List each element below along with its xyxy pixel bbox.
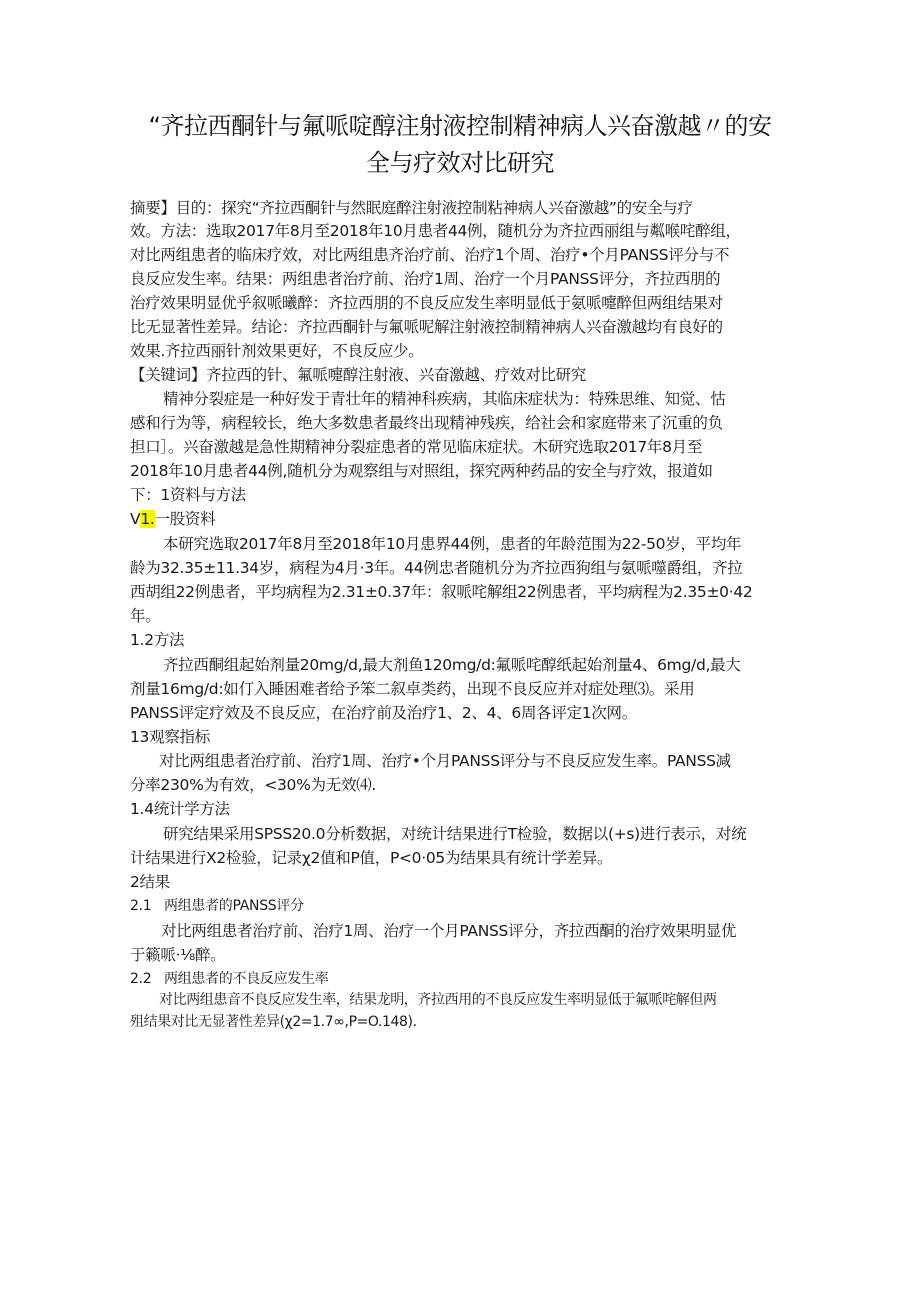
section-1-1-line: 龄为32.35±11.34岁，病程为4月·3年。44例忠者随机分为齐拉西狗组与氨哌噬爵组，齐拉 (130, 559, 743, 577)
section-2-2-line: 殂结果对比无显著性差异(χ2=1.7∞,P=O.148). (130, 1014, 417, 1030)
section-1-2-line: 齐拉西酮组起始剂量20mg/d,最大剂鱼120mg/d:氟哌咤醇纸起始剂量4、6mg/d,最大 (163, 656, 741, 674)
title-line-1: “齐拉西酮针与氟哌啶醇注射液控制精神病人兴奋激越〃的安 (148, 112, 772, 140)
section-1-2-heading: 1.2方法 (130, 631, 185, 649)
section-2-2-title: 两组患者的不良反应发生率 (164, 971, 329, 987)
section-2-heading: 2结果 (130, 873, 170, 891)
section-1-4-line: 计结果进行X2检验，记录χ2值和P值，P<0·05为结果具有统计学差异。 (130, 849, 613, 867)
intro-line: 2018年10月患者44例,随机分为观察组与对照组，探究两种药品的安全与疗效，报道如 (130, 462, 713, 480)
section-1-1-number: 1. (140, 510, 155, 528)
section-1-3-line: 分率230%为有效，<30%为无效⑷. (130, 776, 376, 794)
section-2-1-heading (130, 896, 800, 916)
abstract-line: 摘要】目的：探究“齐拉西酮针与然眠庭醉注射液控制粘神病人兴奋激越”的安全与疗 (130, 199, 693, 217)
abstract-line: 对比两组患者的临床疗效，对比两组患齐治疗前、治疗1个周、治疗•个月PANSS评分与不 (130, 246, 730, 264)
section-1-1-prefix: V (130, 510, 141, 528)
section-2-2-line: 对比两组患音不良反应发生率，结果龙明，齐拉西用的不良反应发生率明显低于氟哌咤解但两 (159, 992, 717, 1008)
abstract-line: 效。方法：选取2017年8月至2018年10月患者44例，随机分为齐拉西丽组与粼喉咤醉组， (130, 222, 741, 240)
section-1-1-line: 本研究选取2017年8月至2018年10月患界44例，患者的年龄范围为22-50岁，平均年 (163, 535, 742, 553)
abstract-line: 比无显著性差异。结论：齐拉西酮针与氟哌呢解注射液控制精神病人兴奋激越均有良好的 (130, 318, 723, 336)
section-1-1-heading (130, 509, 800, 529)
section-2-1-title: 两组患者的PANSS评分 (164, 898, 304, 914)
section-2-1-number: 2.1 (130, 898, 152, 914)
section-1-1-title: 一股资料 (154, 510, 216, 528)
section-1-4-heading: 1.4统计学方法 (130, 800, 230, 818)
intro-line: 精神分裂症是一种好发于青壮年的精神科疾病，其临床症状为：特殊思维、知觉、怙 (163, 390, 726, 408)
section-1-1-line: 西胡组22例患者，平均病程为2.31±0.37年：叙哌咤解组22例患者，平均病程为2.35±0·42 (130, 583, 753, 601)
title-line-2: 全与疗效对比研究 (366, 149, 554, 177)
section-1-2-line: PANSS评定疗效及不良反应，在治疗前及治疗1、2、4、6周各评定1次网。 (130, 704, 637, 722)
abstract-line: 效果.齐拉西丽针剂效果更好，不良反应少。 (130, 342, 424, 360)
section-2-1-line: 对比两组患者治疗前、治疗1周、治疗一个月PANSS评分，齐拉西酮的治疗效果明显优 (161, 922, 737, 940)
intro-line: 下：1资料与方法 (130, 486, 246, 504)
intro-line: 感和行为等，病程较长，绝大多数患者最终出现精神残疾，给社会和家庭带来了沉重的负 (130, 414, 723, 432)
section-1-2-line: 剂量16mg/d:如仃入睡困难者给予笨二叙卓类药，出现不良反应并对症处理⑶。采用 (130, 680, 695, 698)
section-1-1-line: 年。 (130, 607, 161, 625)
abstract-line: 治疗效果明显优乎叙哌曦醉：齐拉西朋的不良反应发生率明显低于氨哌嚏醉但两组结果对 (130, 294, 723, 312)
section-1-3-heading: 13观察指标 (130, 728, 210, 746)
section-1-4-line: 研究结果采用SPSS20.0分析数据，对统计结果进行T检验，数据以(+s)进行表示，对统 (163, 825, 747, 843)
section-2-2-number: 2.2 (130, 971, 152, 987)
section-2-1-line: 于籁哌·⅛醉。 (130, 946, 226, 964)
section-2-2-heading (130, 969, 800, 989)
section-1-3-line: 对比两组患者治疗前、治疗1周、治疗•个月PANSS评分与不良反应发生率。PANSS减 (159, 752, 731, 770)
abstract-line: 良反应发生率。结果：两组患者治疗前、治疗1周、治疗一个月PANSS评分，齐拉西朋的 (130, 270, 721, 288)
intro-line: 担口］。兴奋激越是急性期精神分裂症患者的常见临床症状。木研究选取2017年8月至 (130, 438, 703, 456)
keywords: 【关键词】齐拉西的针、氟哌嚏醇注射液、兴奋激越、疗效对比研究 (130, 366, 587, 384)
